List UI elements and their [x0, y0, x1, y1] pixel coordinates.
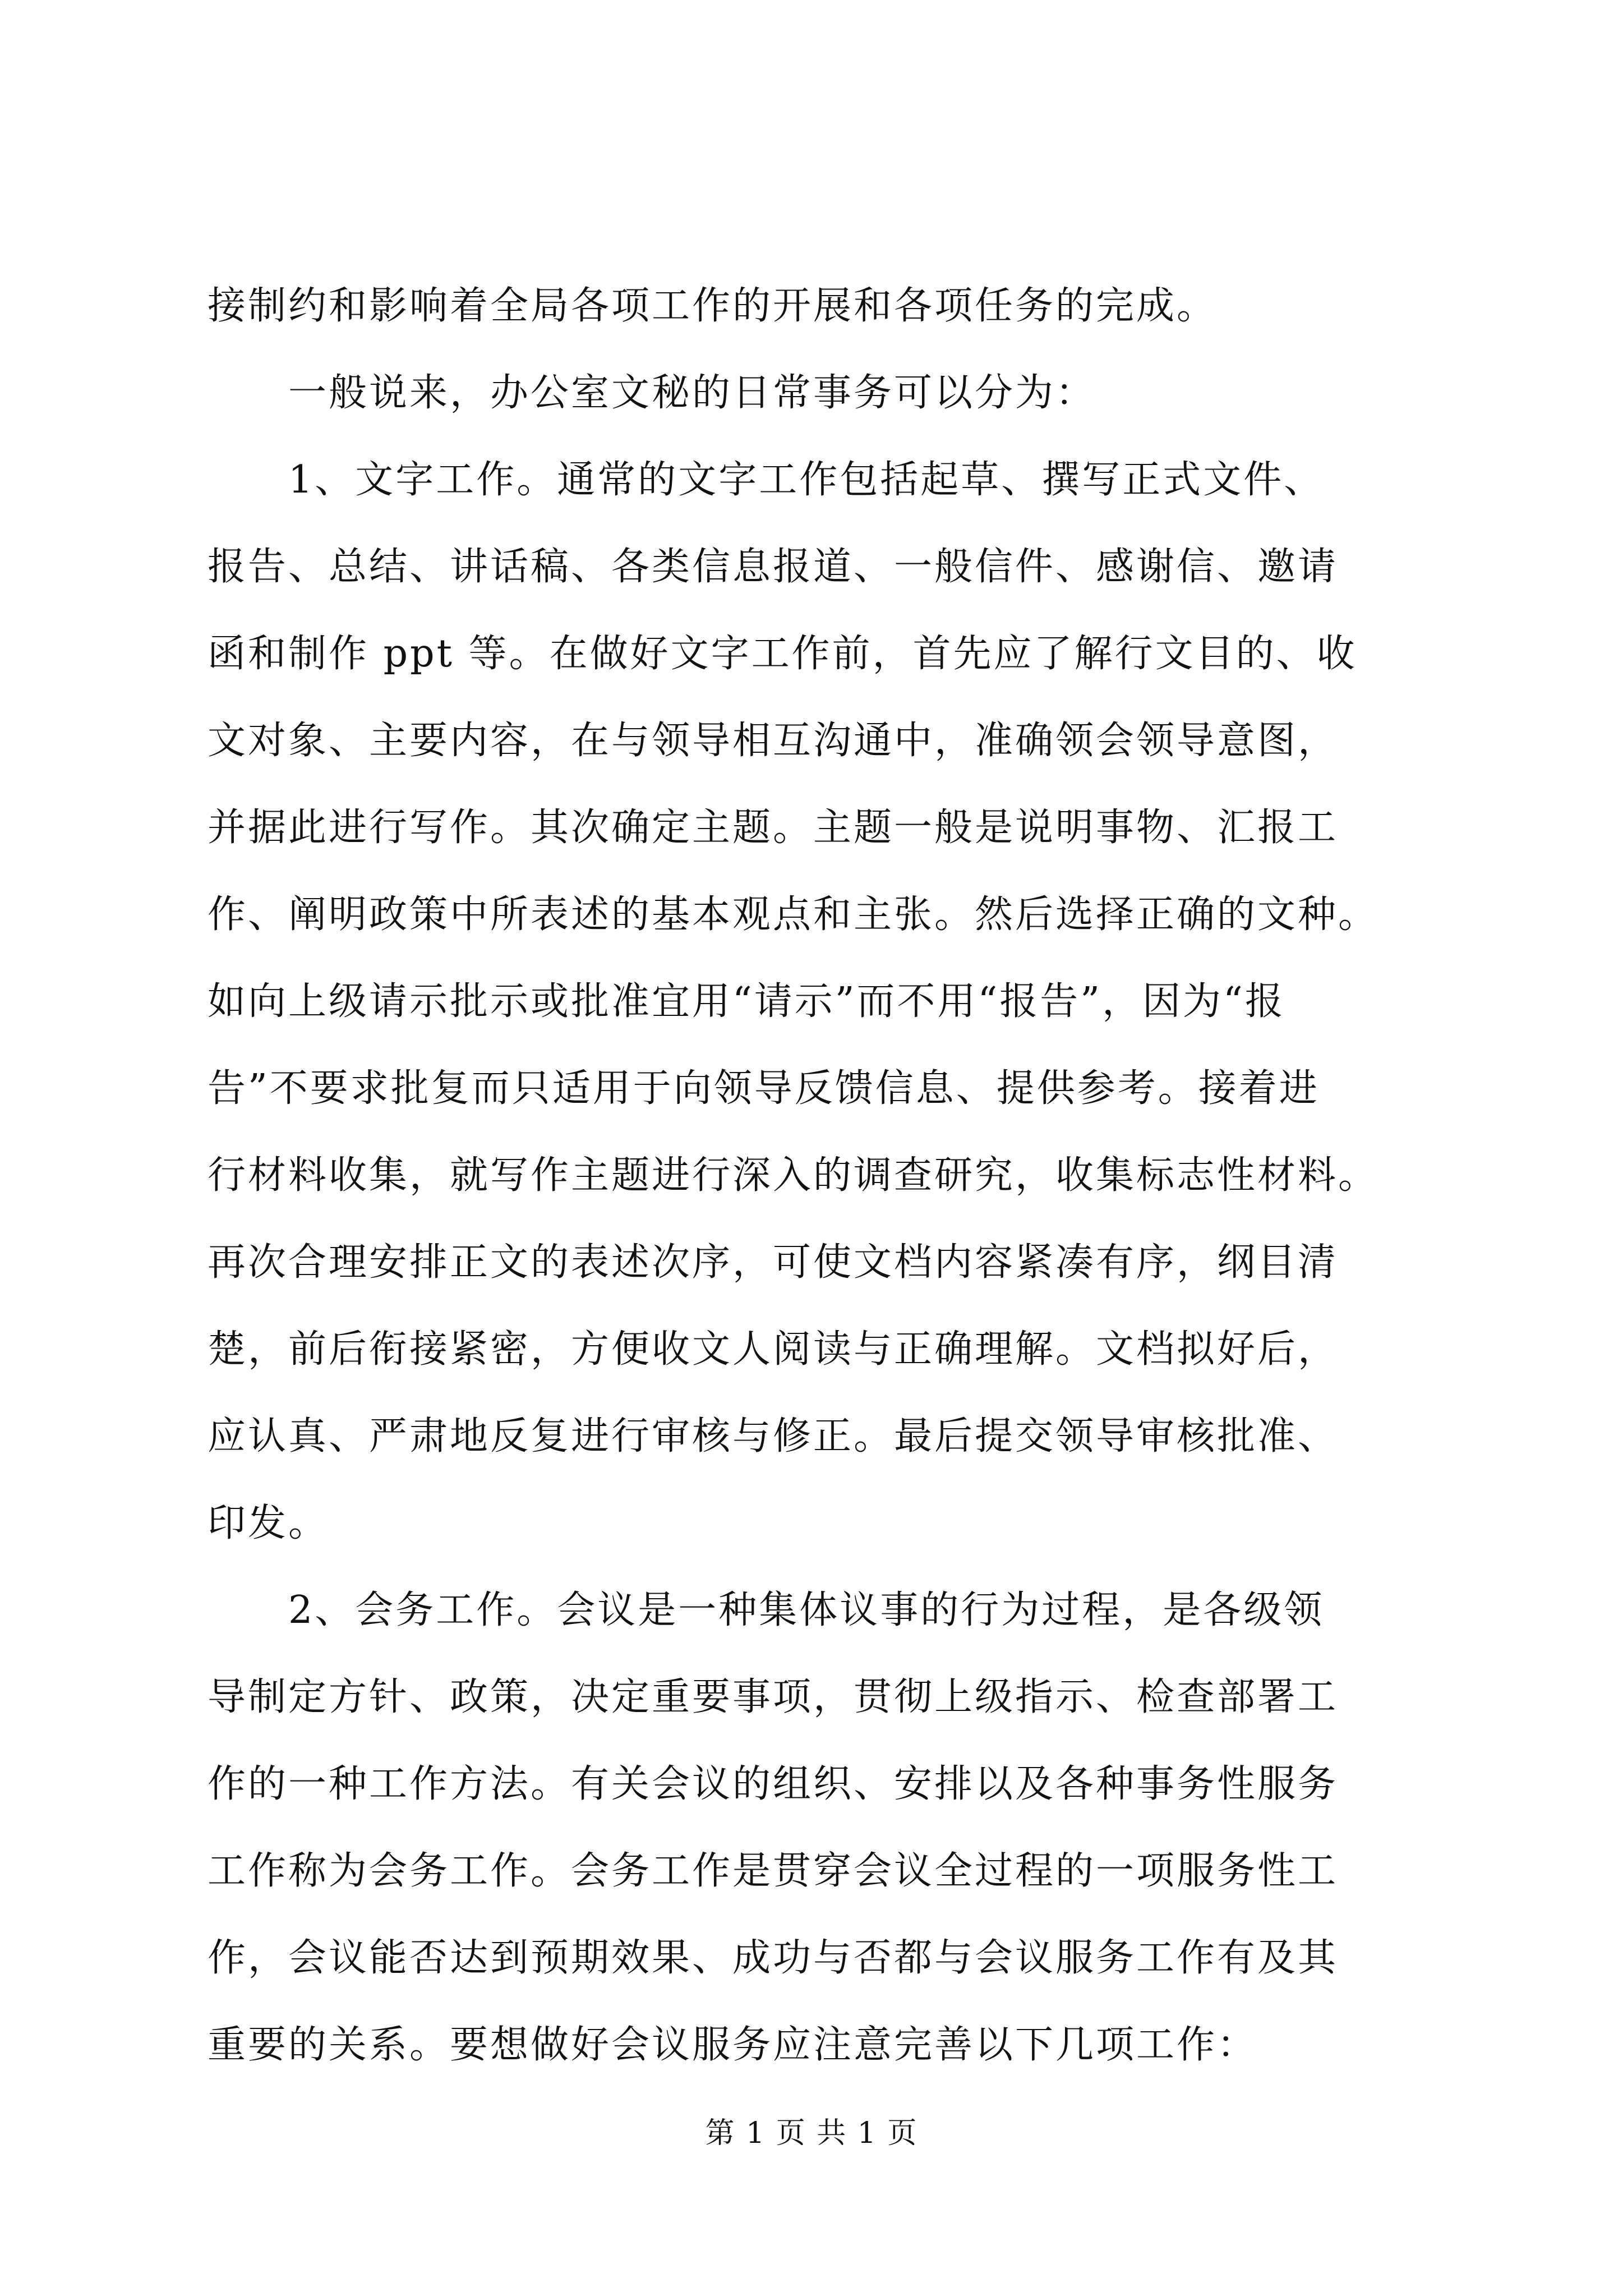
text-line: 再次合理安排正文的表述次序，可使文档内容紧凑有序，纲目清: [208, 1240, 1339, 1285]
text-line: 作的一种工作方法。有关会议的组织、安排以及各种事务性服务: [208, 1762, 1339, 1806]
text-line: 接制约和影响着全局各项工作的开展和各项任务的完成。: [208, 284, 1218, 328]
text-line: 函和制作 ppt 等。在做好文字工作前，首先应了解行文目的、收: [208, 632, 1357, 676]
text-line: 一般说来，办公室文秘的日常事务可以分为：: [208, 371, 1096, 415]
text-line: 作，会议能否达到预期效果、成功与否都与会议服务工作有及其: [208, 1936, 1339, 1980]
text-line: 并据此进行写作。其次确定主题。主题一般是说明事物、汇报工: [208, 806, 1339, 850]
text-line: 2、会务工作。会议是一种集体议事的行为过程，是各级领: [208, 1588, 1325, 1632]
text-line: 行材料收集，就写作主题进行深入的调查研究，收集标志性材料。: [208, 1153, 1379, 1198]
page-footer: [0, 2114, 1623, 2153]
body-text: [208, 263, 1419, 2088]
text-line: 文对象、主要内容，在与领导相互沟通中，准确领会领导意图，: [208, 719, 1339, 763]
text-line: 告”不要求批复而只适用于向领导反馈信息、提供参考。接着进: [208, 1066, 1320, 1111]
text-line: 印发。: [208, 1501, 329, 1545]
text-line: 导制定方针、政策，决定重要事项，贯彻上级指示、检查部署工: [208, 1675, 1339, 1719]
text-line: 报告、总结、讲话稿、各类信息报道、一般信件、感谢信、邀请: [208, 545, 1339, 589]
page-number-label: 第 1 页 共 1 页: [705, 2116, 918, 2150]
text-line: 1、文字工作。通常的文字工作包括起草、撰写正式文件、: [208, 458, 1325, 502]
text-line: 应认真、严肃地反复进行审核与修正。最后提交领导审核批准、: [208, 1414, 1339, 1458]
text-line: 楚，前后衔接紧密，方便收文人阅读与正确理解。文档拟好后，: [208, 1327, 1339, 1372]
text-line: 如向上级请示批示或批准宜用“请示”而不用“报告”，因为“报: [208, 979, 1285, 1024]
text-line: 重要的关系。要想做好会议服务应注意完善以下几项工作：: [208, 2023, 1258, 2067]
text-line: 作、阐明政策中所表述的基本观点和主张。然后选择正确的文种。: [208, 892, 1379, 937]
text-line: 工作称为会务工作。会务工作是贯穿会议全过程的一项服务性工: [208, 1849, 1339, 1893]
